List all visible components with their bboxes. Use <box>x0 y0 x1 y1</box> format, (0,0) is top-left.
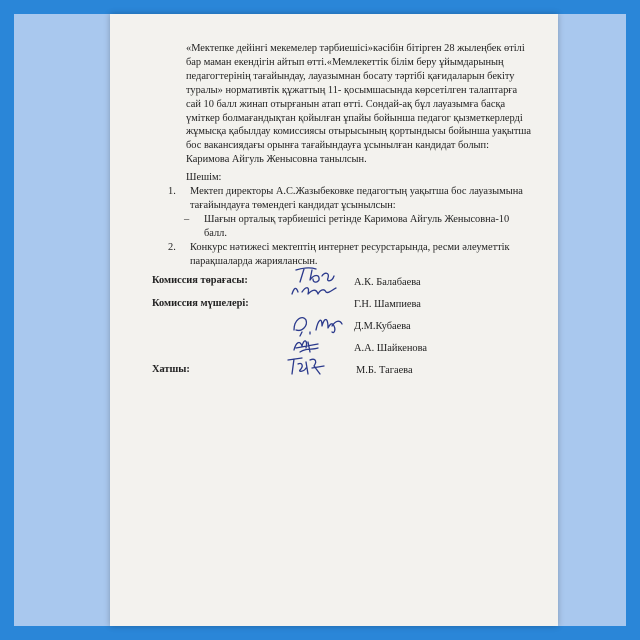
photo-frame <box>14 14 626 626</box>
member-name: Г.Н. Шампиева <box>354 299 421 310</box>
member-signature-icon <box>288 334 324 356</box>
secretary-role: Хатшы: <box>152 364 190 375</box>
list-item <box>168 185 528 213</box>
list-number: 2. <box>168 241 176 253</box>
member-name: Д.М.Кубаева <box>354 321 411 332</box>
chair-role: Комиссия төрағасы: <box>152 275 248 286</box>
list-item-text: Конкурс нәтижесі мектептің интернет ресурстарында, ресми әлеуметтік парақшаларда жариялансын. <box>190 241 510 267</box>
secretary-signature-icon <box>282 354 328 380</box>
document-page <box>110 14 558 626</box>
list-item-text: Мектеп директоры А.С.Жазыбековке педагогтың уақытша бос лауазымына тағайындауға төмендегі кандидат ұсынылсын: <box>190 186 523 211</box>
sub-list-item-text: Шағын орталық тәрбиешісі ретінде Каримова Айгуль Женысовна-10 балл. <box>204 213 510 239</box>
decision-label: Шешім: <box>186 172 222 183</box>
body-paragraph: «Мектепке дейінгі мекемелер тәрбиешісі»кәсібін бітірген 28 жылеңбек өтілі бар маман екендігін айтып өтті.«Мемлекеттік білім беру ұйымдарының педагогтерінің тағайындау, лауазымнан босату тәртібі қағидаларын бекіту туралы» нормативтік құжаттың 11- қосымшасында көрсетілген талаптарға сай 10 балл жинап отырғанын атап өтті. Сондай-ақ бұл лауазымға басқа үміткер болмағандықтан қойылған ұпайы бойынша педагог қызметкерлерді жұмысқа қабылдау комиссиясы отырысының қортындысы бойынша уақытша бос вакансиядағы орынға тағайындауға ұсынылған кандидат болып: Каримова Айгуль Женысовна танылсын. <box>186 43 532 166</box>
chair-signature-icon <box>286 264 342 304</box>
secretary-name: М.Б. Тагаева <box>356 365 413 376</box>
decision-list <box>168 185 528 268</box>
list-item <box>168 241 528 269</box>
members-role: Комиссия мүшелері: <box>152 298 249 309</box>
sub-list-item <box>168 213 528 241</box>
sub-list-dash: – <box>184 213 190 225</box>
chair-name: А.К. Балабаева <box>354 277 421 288</box>
list-number: 1. <box>168 186 176 197</box>
member-name: А.А. Шайкенова <box>354 343 427 354</box>
